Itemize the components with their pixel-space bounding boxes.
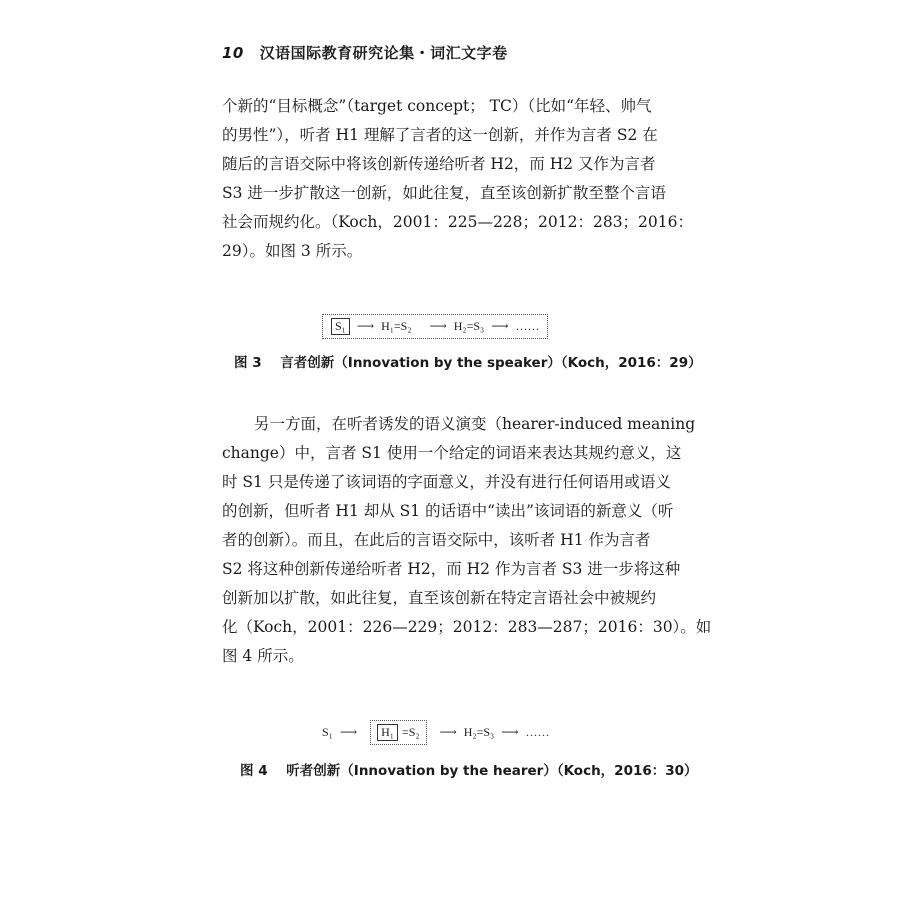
hearer-innovation-frame <box>370 720 426 745</box>
page-number: 10 <box>222 44 244 62</box>
text-line: S3 进一步扩散这一创新，如此往复，直至该创新扩散至整个言语 <box>222 184 666 202</box>
text-line: S2 将这种创新传递给听者 H2，而 H2 作为言者 S3 进一步将这种 <box>222 560 681 578</box>
text-line: 随后的言语交际中将该创新传递给听者 H2，而 H2 又作为言者 <box>222 155 656 173</box>
text-line: 图 4 所示。 <box>222 647 304 665</box>
book-title: 汉语国际教育研究论集・词汇文字卷 <box>259 44 508 62</box>
ellipsis-node: …… <box>525 725 550 739</box>
figure-4-caption <box>240 759 698 779</box>
hearer-h2-node: H₂=S₃ <box>463 725 495 739</box>
text-line: 创新加以扩散，如此往复，直至该创新在特定言语社会中被规约 <box>222 589 657 607</box>
figure-label: 图 3 <box>234 355 262 371</box>
figure-3-caption <box>234 351 702 371</box>
hearer-h2-node: H₂=S₃ <box>453 319 485 333</box>
text-line: 29）。如图 3 所示。 <box>222 242 363 260</box>
hearer-h1-node: H₁=S₂ <box>381 319 412 333</box>
speaker-s1-node: S₁ <box>331 318 350 335</box>
speaker-s2-node: =S₂ <box>401 725 420 739</box>
arrow-icon: ⟶ <box>501 725 519 739</box>
arrow-icon: ⟶ <box>491 319 509 333</box>
figure-3-diagram <box>322 314 548 339</box>
arrow-icon: ⟶ <box>339 725 358 739</box>
paragraph-2 <box>222 410 712 671</box>
text-line: 化（Koch，2001：226—229；2012：283—287；2016：30）。如 <box>222 618 712 636</box>
text-line: 社会而规约化。（Koch，2001：225—228；2012：283；2016： <box>222 213 694 231</box>
ellipsis-node: …… <box>515 319 540 333</box>
running-header <box>222 42 508 63</box>
text-line: 个新的“目标概念”（target concept； TC）（比如“年轻、帅气 <box>222 97 652 115</box>
hearer-h1-node: H₁ <box>377 724 398 741</box>
text-line: 的创新，但听者 H1 却从 S1 的话语中“读出”该词语的新意义（听 <box>222 502 674 520</box>
arrow-icon: ⟶ <box>429 319 447 333</box>
caption-text: 言者创新（Innovation by the speaker）（Koch，2016：29） <box>280 355 702 371</box>
text-line: 者的创新）。而且，在此后的言语交际中，该听者 H1 作为言者 <box>222 531 651 549</box>
caption-text: 听者创新（Innovation by the hearer）（Koch，2016：30） <box>286 763 698 779</box>
text-line: change）中，言者 S1 使用一个给定的词语来表达其规约意义，这 <box>222 444 682 462</box>
text-line: 的男性”），听者 H1 理解了言者的这一创新，并作为言者 S2 在 <box>222 126 658 144</box>
text-line: 另一方面，在听者诱发的语义演变（hearer-induced meaning <box>254 415 696 433</box>
figure-4-diagram <box>322 720 549 745</box>
speaker-s1-node: S₁ <box>322 725 333 739</box>
arrow-icon: ⟶ <box>356 319 375 333</box>
figure-label: 图 4 <box>240 763 268 779</box>
paragraph-1 <box>222 92 692 266</box>
arrow-icon: ⟶ <box>439 725 457 739</box>
text-line: 时 S1 只是传递了该词语的字面意义，并没有进行任何语用或语义 <box>222 473 671 491</box>
